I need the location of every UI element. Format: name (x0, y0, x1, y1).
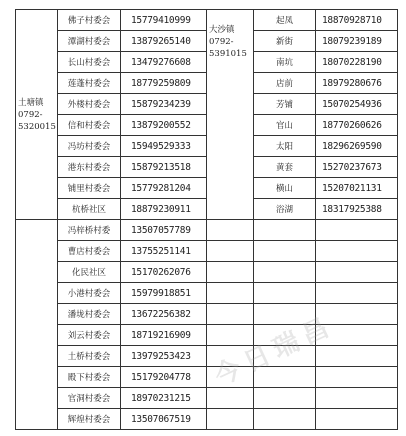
village-phone: 15879234239 (121, 94, 207, 115)
empty-cell (316, 388, 398, 409)
table-row (16, 241, 398, 262)
village-phone: 18317925388 (316, 199, 398, 220)
village-name: 殿下村委会 (58, 367, 121, 388)
table-body (16, 10, 398, 430)
table-row (16, 409, 398, 430)
empty-cell (254, 367, 316, 388)
empty-town-cell (16, 220, 58, 430)
table-row (16, 346, 398, 367)
empty-cell (207, 304, 254, 325)
village-phone: 13672256382 (121, 304, 207, 325)
empty-cell (316, 241, 398, 262)
village-phone: 18979280676 (316, 73, 398, 94)
village-phone: 18070228190 (316, 52, 398, 73)
empty-cell (207, 220, 254, 241)
table-row (16, 304, 398, 325)
empty-cell (254, 409, 316, 430)
village-name: 横山 (254, 178, 316, 199)
village-name: 起凤 (254, 10, 316, 31)
village-name: 辉煌村委会 (58, 409, 121, 430)
table-row (16, 325, 398, 346)
village-name: 浴湖 (254, 199, 316, 220)
village-phone: 15949529333 (121, 136, 207, 157)
village-name: 莲蓬村委会 (58, 73, 121, 94)
village-phone: 15070254936 (316, 94, 398, 115)
empty-cell (316, 325, 398, 346)
empty-cell (316, 220, 398, 241)
empty-cell (254, 262, 316, 283)
empty-cell (207, 241, 254, 262)
empty-cell (316, 367, 398, 388)
empty-cell (254, 241, 316, 262)
empty-cell (254, 283, 316, 304)
village-name: 官洞村委会 (58, 388, 121, 409)
table-row (16, 10, 398, 31)
village-phone: 15170262076 (121, 262, 207, 283)
village-phone: 18970231215 (121, 388, 207, 409)
village-phone: 13979253423 (121, 346, 207, 367)
village-name: 潘垅村委会 (58, 304, 121, 325)
town-cell-tutang (16, 10, 58, 220)
village-phone: 15179204778 (121, 367, 207, 388)
empty-cell (207, 283, 254, 304)
village-name: 店前 (254, 73, 316, 94)
village-name: 芳铺 (254, 94, 316, 115)
village-name: 潭湖村委会 (58, 31, 121, 52)
village-name: 冯坊村委会 (58, 136, 121, 157)
table-row (16, 367, 398, 388)
village-phone: 18770260626 (316, 115, 398, 136)
empty-cell (207, 367, 254, 388)
village-phone: 15979918851 (121, 283, 207, 304)
village-phone: 18879230911 (121, 199, 207, 220)
village-phone: 15270237673 (316, 157, 398, 178)
empty-cell (316, 304, 398, 325)
village-name: 小港村委会 (58, 283, 121, 304)
contact-table (15, 9, 398, 430)
village-phone: 13879200552 (121, 115, 207, 136)
village-phone: 13479276608 (121, 52, 207, 73)
village-name: 刘云村委会 (58, 325, 121, 346)
table-row (16, 262, 398, 283)
empty-cell (316, 409, 398, 430)
empty-cell (207, 325, 254, 346)
table-row (16, 283, 398, 304)
village-name: 信和村委会 (58, 115, 121, 136)
town-name: 土塘镇 (18, 97, 44, 108)
table-row (16, 388, 398, 409)
village-phone: 18870928710 (316, 10, 398, 31)
empty-cell (254, 388, 316, 409)
village-name: 南坑 (254, 52, 316, 73)
village-name: 化民社区 (58, 262, 121, 283)
village-name: 官山 (254, 115, 316, 136)
village-name: 外楼村委会 (58, 94, 121, 115)
village-name: 佛子村委会 (58, 10, 121, 31)
village-phone: 13507067519 (121, 409, 207, 430)
village-phone: 13507057789 (121, 220, 207, 241)
village-name: 杭桥社区 (58, 199, 121, 220)
empty-cell (207, 346, 254, 367)
town-phone: 0792-5320015 (18, 109, 56, 132)
village-phone: 15207021131 (316, 178, 398, 199)
village-name: 冯梓桥村委 (58, 220, 121, 241)
empty-cell (316, 283, 398, 304)
contact-table-sheet (15, 9, 397, 428)
empty-cell (254, 220, 316, 241)
watermark: 今日瑞昌 (210, 310, 339, 392)
village-phone: 15779410999 (121, 10, 207, 31)
town-phone: 0792-5391015 (209, 37, 247, 59)
village-name: 曹店村委会 (58, 241, 121, 262)
town-cell-dasha (207, 10, 254, 220)
village-name: 黄套 (254, 157, 316, 178)
village-phone: 18296269590 (316, 136, 398, 157)
village-name: 港东村委会 (58, 157, 121, 178)
table-row (16, 220, 398, 241)
empty-cell (207, 262, 254, 283)
empty-cell (254, 346, 316, 367)
empty-cell (316, 346, 398, 367)
village-name: 长山村委会 (58, 52, 121, 73)
village-phone: 18719216909 (121, 325, 207, 346)
town-name: 大沙镇 (209, 25, 235, 35)
village-phone: 15879213518 (121, 157, 207, 178)
village-phone: 18079239189 (316, 31, 398, 52)
empty-cell (254, 304, 316, 325)
empty-cell (207, 409, 254, 430)
village-name: 铺里村委会 (58, 178, 121, 199)
village-phone: 15779281204 (121, 178, 207, 199)
empty-cell (207, 388, 254, 409)
village-name: 新街 (254, 31, 316, 52)
village-name: 太阳 (254, 136, 316, 157)
empty-cell (316, 262, 398, 283)
village-phone: 13879265140 (121, 31, 207, 52)
village-phone: 18779259809 (121, 73, 207, 94)
village-name: 土桥村委会 (58, 346, 121, 367)
empty-cell (254, 325, 316, 346)
village-phone: 13755251141 (121, 241, 207, 262)
